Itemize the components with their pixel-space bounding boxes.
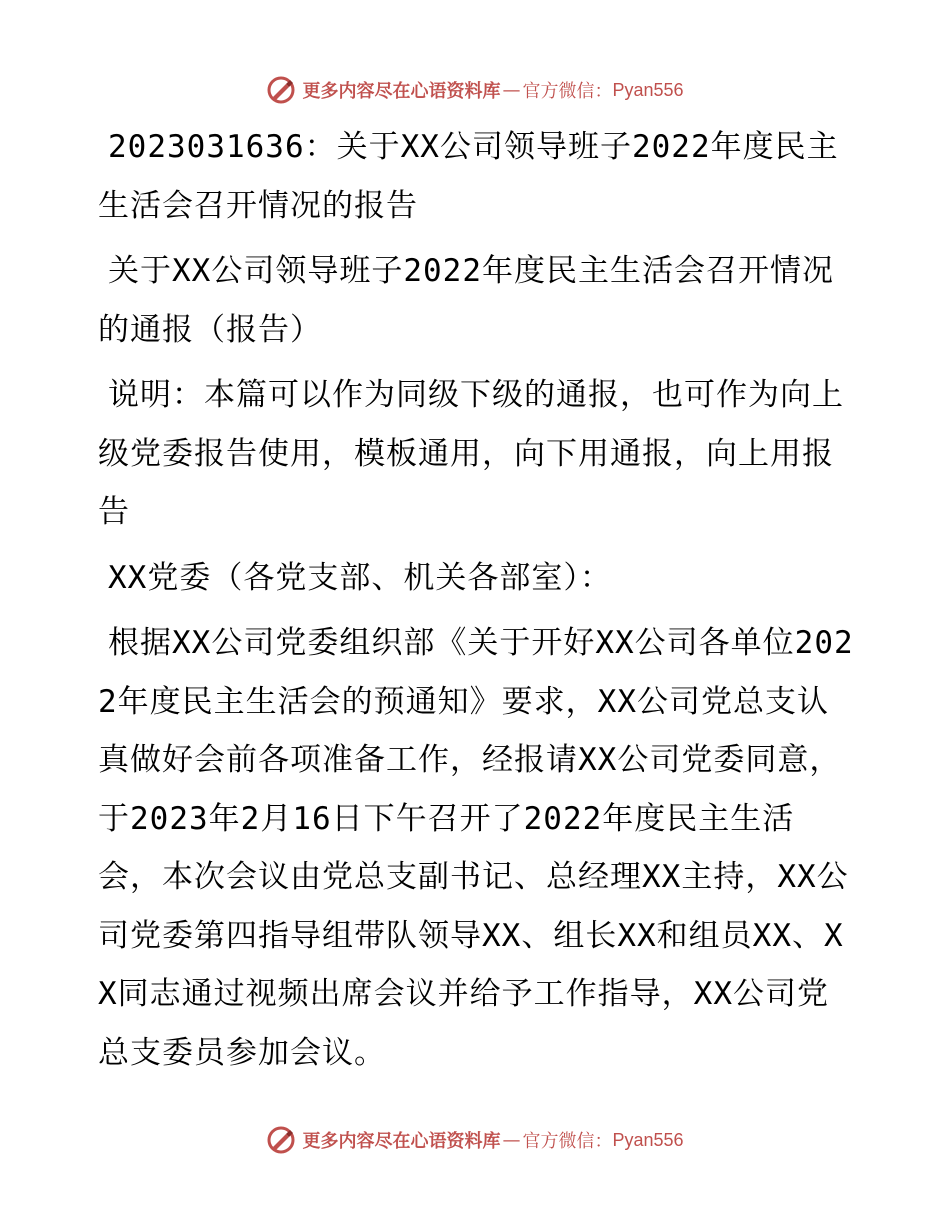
banner-dash: —: [502, 1129, 521, 1151]
document-salutation: XX党委（各党支部、机关各部室）：: [108, 559, 612, 596]
header-banner: [0, 70, 950, 110]
pen-logo-icon: [266, 1125, 296, 1155]
footer-banner: [0, 1120, 950, 1160]
document-title: 2023031636：关于XX公司领导班子2022年度民主生活会召开情况的报告: [98, 129, 839, 224]
banner-contact-label: 官方微信：: [522, 1131, 613, 1152]
document-note: 说明：本篇可以作为同级下级的通报，也可作为向上级党委报告使用，模板通用，向下用通报，向上用报告: [98, 377, 844, 530]
banner-site-name: 更多内容尽在心语资料库: [302, 81, 501, 102]
banner-wechat-id: Pyan556: [612, 1129, 684, 1150]
document-body: [98, 118, 858, 1089]
banner-site-name: 更多内容尽在心语资料库: [302, 1131, 501, 1152]
banner-dash: —: [502, 79, 521, 101]
document-body-paragraph: 根据XX公司党委组织部《关于开好XX公司各单位2022年度民主生活会的预通知》要求，XX公司党总支认真做好会前各项准备工作，经报请XX公司党委同意，于2023年2月16日下午召开了2022年度民主生活会，本次会议由党总支副书记、总经理XX主持，XX公司党委第四指导组带队领导XX、组长XX和组员XX、XX同志通过视频出席会议并给予工作指导，XX公司党总支委员参加会议。: [98, 625, 854, 1071]
document-subtitle: 关于XX公司领导班子2022年度民主生活会召开情况的通报（报告）: [98, 253, 834, 348]
pen-logo-icon: [266, 75, 296, 105]
banner-contact-label: 官方微信：: [522, 81, 613, 102]
banner-wechat-id: Pyan556: [612, 79, 684, 100]
